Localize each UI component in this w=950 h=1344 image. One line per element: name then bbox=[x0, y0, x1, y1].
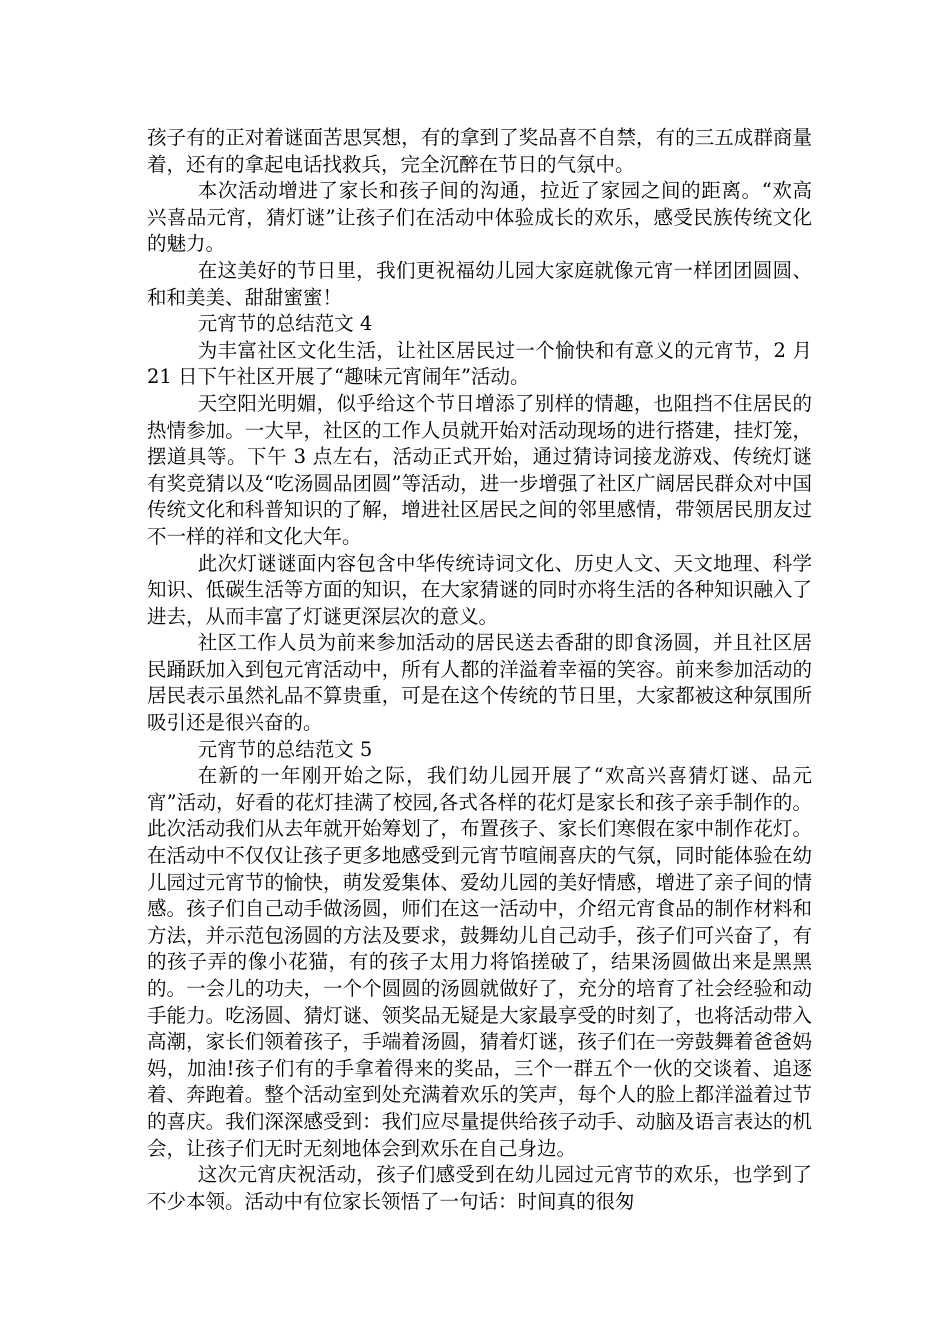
section-heading-5: 元宵节的总结范文 5 bbox=[197, 737, 373, 761]
paragraph-5: 为丰富社区文化生活，让社区居民过一个愉快和有意义的元宵节，2 月 21 日下午社区开展了“趣味元宵闹年”活动。 bbox=[147, 338, 812, 389]
paragraph-10: 在新的一年刚开始之际，我们幼儿园开展了“欢高兴喜猜灯谜、品元宵”活动，好看的花灯挂满了校园,各式各样的花灯是家长和孩子亲手制作的。此次活动我们从去年就开始筹划了，布置孩子、家长们寒假在家中制作花灯。在活动中不仅仅让孩子更多地感受到元宵节喧闹喜庆的气氛，同时能体验在幼儿园过元宵节的愉快，萌发爱集体、爱幼儿园的美好情感，增进了亲子间的情感。孩子们自己动手做汤圆，师们在这一活动中，介绍元宵食品的制作材料和方法，并示范包汤圆的方法及要求，鼓舞幼儿自己动手，孩子们可兴奋了，有的孩子弄的像小花猫，有的孩子太用力将馅搓破了，结果汤圆做出来是黑黑的。一会儿的功夫，一个个圆圆的汤圆就做好了，充分的培育了社会经验和动手能力。吃汤圆、猜灯谜、领奖品无疑是大家最享受的时刻了，也将活动带入高潮，家长们领着孩子，手端着汤圆，猜着灯谜，孩子们在一旁鼓舞着爸爸妈妈，加油!孩子们有的手拿着得来的奖品，三个一群五个一伙的交谈着、追逐着、奔跑着。整个活动室到处充满着欢乐的笑声，每个人的脸上都洋溢着过节的喜庆。我们深深感受到：我们应尽量提供给孩子动手、动脑及语言表达的机会，让孩子们无时无刻地体会到欢乐在自己身边。 bbox=[147, 764, 812, 1160]
paragraph-11: 这次元宵庆祝活动，孩子们感受到在幼儿园过元宵节的欢乐，也学到了不少本领。活动中有位家长领悟了一句话：时间真的很匆 bbox=[147, 1163, 812, 1213]
paragraph-8: 社区工作人员为前来参加活动的居民送去香甜的即食汤圆，并且社区居民踊跃加入到包元宵活动中，所有人都的洋溢着幸福的笑容。前来参加活动的居民表示虽然礼品不算贵重，可是在这个传统的节日里，大家都被这种氛围所吸引还是很兴奋的。 bbox=[147, 631, 812, 735]
paragraph-2: 本次活动增进了家长和孩子间的沟通，拉近了家园之间的距离。“欢高兴喜品元宵，猜灯谜”让孩子们在活动中体验成长的欢乐，感受民族传统文化的魅力。 bbox=[147, 179, 812, 256]
paragraph-1: 孩子有的正对着谜面苦思冥想，有的拿到了奖品喜不自禁，有的三五成群商量着，还有的拿起电话找救兵，完全沉醉在节日的气氛中。 bbox=[147, 126, 812, 176]
paragraph-3: 在这美好的节日里，我们更祝福幼儿园大家庭就像元宵一样团团圆圆、和和美美、甜甜蜜蜜！ bbox=[147, 258, 812, 309]
document-page bbox=[147, 125, 812, 1215]
paragraph-6: 天空阳光明媚，似乎给这个节日增添了别样的情趣，也阻挡不住居民的热情参加。一大早，社区的工作人员就开始对活动现场的进行搭建，挂灯笼，摆道具等。下午 3 点左右，活动正式开始，通过猜诗词接龙游戏、传统灯谜有奖竞猜以及“吃汤圆品团圆”等活动，进一步增强了社区广阔居民群众对中国传统文化和科普知识的了解，增进社区居民之间的邻里感情，带领居民朋友过不一样的祥和文化大年。 bbox=[147, 391, 812, 548]
paragraph-7: 此次灯谜谜面内容包含中华传统诗词文化、历史人文、天文地理、科学知识、低碳生活等方面的知识，在大家猜谜的同时亦将生活的各种知识融入了进去，从而丰富了灯谜更深层次的意义。 bbox=[147, 551, 812, 628]
section-heading-4: 元宵节的总结范文 4 bbox=[197, 312, 373, 336]
